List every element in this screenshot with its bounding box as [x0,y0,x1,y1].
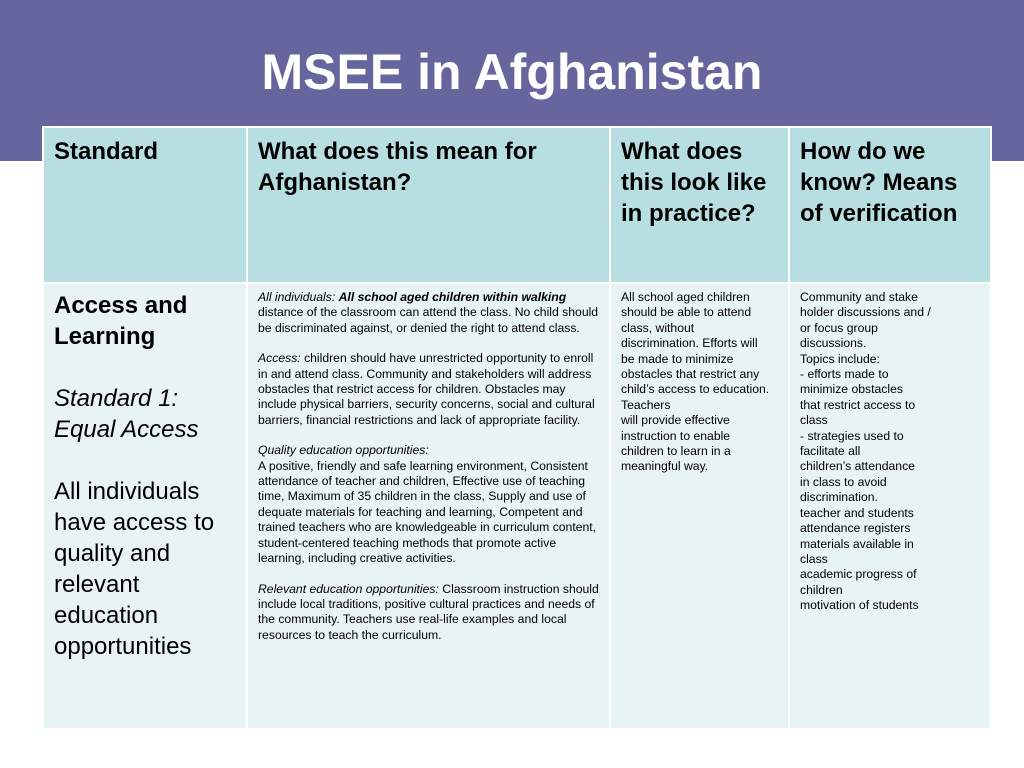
standard-statement: All individuals have access to quality and relevant education opportunities [54,478,215,660]
header-verification: How do we know? Means of verification [789,127,991,283]
practice-line: should be able to attend [621,305,752,320]
standards-table [42,126,992,730]
para-label: Relevant education opportunities: [258,581,443,596]
paragraph-quality [258,443,599,566]
practice-line: meaningful way. [621,459,709,474]
verification-line: - strategies used to [800,428,904,443]
header-standard: Standard [43,127,247,283]
meaning-cell [247,283,610,729]
header-practice: What does this look like in practice? [610,127,789,283]
verification-line: - efforts made to [800,367,889,382]
para-label: Quality education opportunities: [258,443,429,458]
standard-cell [43,283,247,729]
verification-line: children’s attendance [800,459,915,474]
verification-line: academic progress of [800,567,917,582]
para-text: distance of the classroom can attend the class. No child should be discriminated against, or denied the right to attend class. [258,305,599,335]
paragraph-relevant [258,582,599,644]
verification-line: teacher and students [800,505,914,520]
practice-cell [610,283,789,729]
practice-line: discrimination. Efforts will [621,336,758,351]
practice-line: will provide effective [621,413,730,428]
verification-line: minimize obstacles [800,382,903,397]
practice-line: All school aged children [621,290,750,304]
practice-line: class, without [621,320,695,335]
para-label: Access: [258,351,305,366]
paragraph-access [258,351,599,428]
verification-line: class [800,551,828,566]
practice-line: instruction to enable [621,428,731,443]
verification-line: that restrict access to [800,397,916,412]
standard-name: Standard 1: Equal Access [54,385,199,443]
verification-line: materials available in [800,536,914,551]
paragraph-all-individuals [258,290,599,336]
para-label: All individuals: [258,290,339,304]
verification-line: discrimination. [800,490,878,505]
verification-line: in class to avoid [800,474,887,489]
practice-line: obstacles that restrict any [621,367,760,382]
para-bold-lead: All school aged children within walking [338,290,567,304]
verification-line: children [800,582,843,597]
verification-line: discussions. [800,336,867,351]
header-meaning: What does this mean for Afghanistan? [247,127,610,283]
verification-line: Topics include: [800,351,880,366]
para-text: children should have unrestricted opportunity to enroll in and attend class. Community and stakeholders will address obstacles that restrict access for children. Obstacles may include physical barriers, security concerns, social and cultural barriers, financial restrictions and lack of appropriate facility. [258,351,595,427]
practice-line: Teachers [621,397,671,412]
verification-line: holder discussions and / [800,305,931,320]
verification-line: Community and stake [800,290,918,304]
verification-cell [789,283,991,729]
verification-line: or focus group [800,320,878,335]
verification-line: motivation of students [800,598,919,613]
verification-line: class [800,413,828,428]
body-row [43,283,991,729]
para-text: Classroom instruction should include local traditions, positive cultural practices and needs of the community. Teachers use real-life examples and local resources to teach the curriculum. [258,581,599,642]
slide-title: MSEE in Afghanistan [261,44,763,100]
category-heading: Access and Learning [54,292,188,350]
verification-line: attendance registers [800,521,911,536]
header-row [43,127,991,283]
practice-line: child’s access to education. [621,382,770,397]
verification-line: facilitate all [800,444,861,459]
practice-line: children to learn in a [621,444,731,459]
para-text: A positive, friendly and safe learning environment, Consistent attendance of teacher and children, Effective use of teaching time, Maximum of 35 children in the class, Supply and use of dequate materials for teaching and learning, Competent and trained teachers who are knowledgeable in curriculum content, student-centered teaching methods that promote active learning, including creative activities. [258,458,597,566]
practice-line: be made to minimize [621,351,734,366]
